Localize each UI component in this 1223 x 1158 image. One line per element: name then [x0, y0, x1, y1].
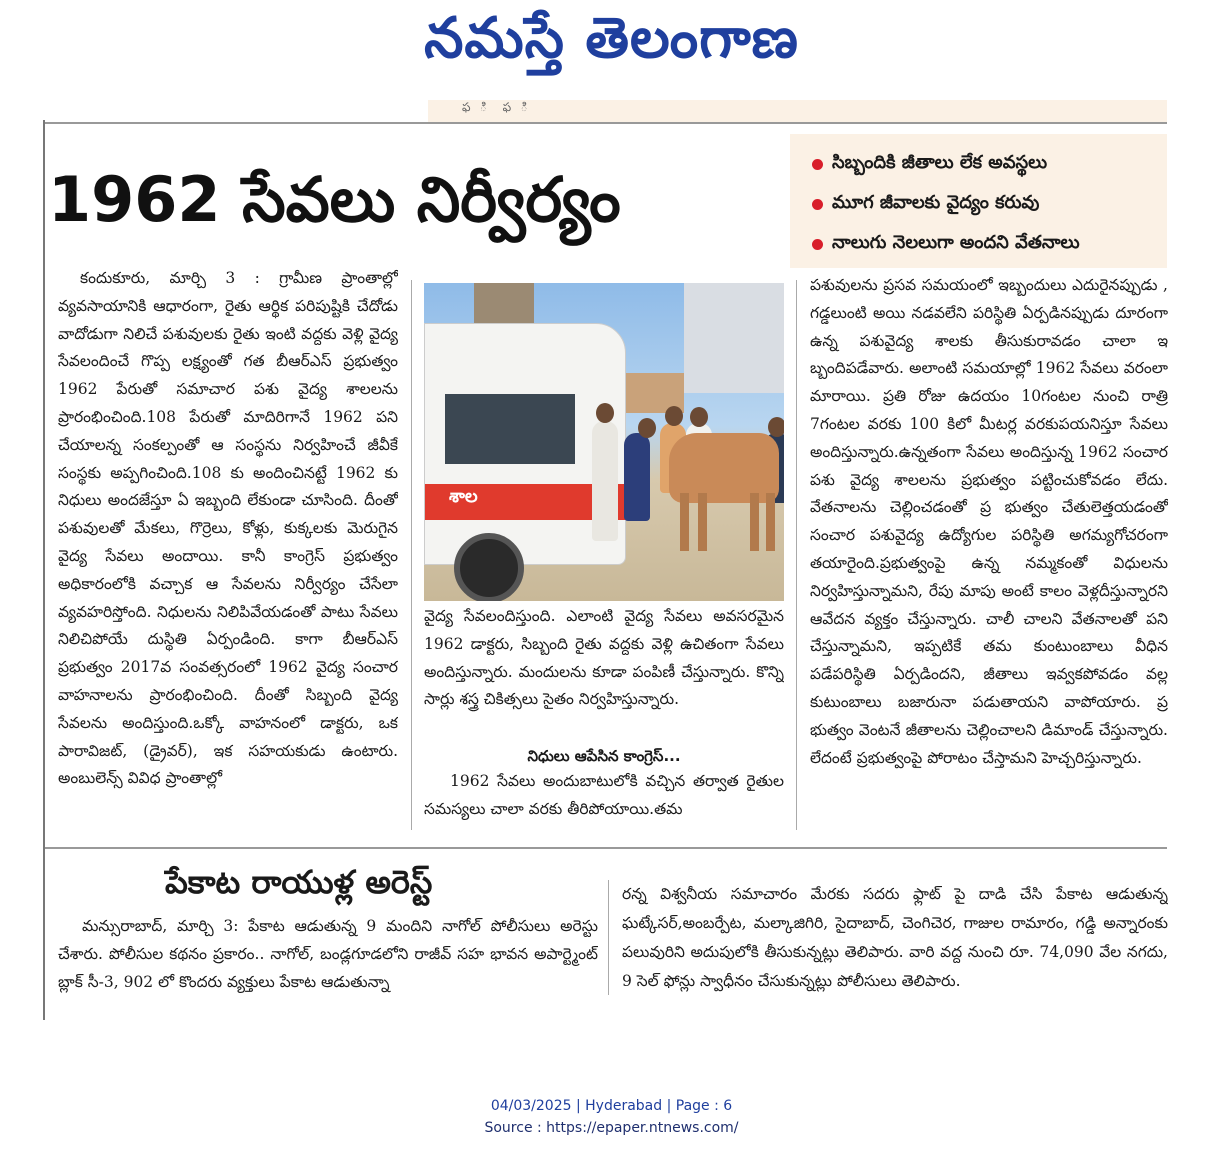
column-separator — [796, 280, 797, 830]
photo-building — [684, 283, 784, 393]
article-subheading: నిధులు ఆపేసిన కాంగ్రెస్... — [527, 747, 681, 765]
column-separator — [411, 280, 412, 830]
top-rule — [45, 122, 1167, 124]
cow-leg — [680, 493, 689, 551]
photo-person-head — [690, 407, 708, 427]
highlight-text: సిబ్బందికి జీతాలు లేక అవస్థలు — [832, 151, 1048, 173]
highlights-box — [790, 134, 1167, 268]
article-column-2-continued: 1962 సేవలు అందుబాటులోకి వచ్చిన తర్వాత రైతుల సమస్యలు చాలా వరకు తీరిపోయాయి.తమ — [424, 772, 784, 818]
photo-person-head — [768, 417, 784, 437]
photo-person — [624, 433, 650, 521]
previous-page-strip: ఫ ి ఫ ి — [428, 100, 1167, 122]
photo-person-head — [638, 418, 656, 438]
photo-person — [592, 421, 618, 541]
van-label: శాల — [449, 486, 478, 507]
cow-leg — [698, 493, 707, 551]
highlight-text: మూగ జీవాలకు వైద్యం కరువు — [832, 191, 1040, 213]
bullet-dot-icon — [812, 239, 823, 250]
cow-leg — [766, 493, 775, 551]
article-headline: 1962 సేవలు నిర్వీర్యం — [48, 163, 621, 236]
highlight-item — [812, 224, 1151, 264]
cow-leg — [750, 493, 759, 551]
left-column-rule — [43, 120, 45, 1020]
bullet-dot-icon — [812, 199, 823, 210]
column-separator — [608, 880, 609, 995]
highlight-item — [812, 144, 1151, 184]
photo-person-head — [665, 406, 683, 426]
bullet-dot-icon — [812, 159, 823, 170]
masthead-logo: నమస్తే తెలంగాణ — [424, 6, 799, 71]
article2-column-1: మన్సురాబాద్, మార్చి 3: పేకాట ఆడుతున్న 9 మందిని నాగోల్ పోలీసులు అరెస్టు చేశారు. పోలీసుల కథనం ప్రకారం.. నాగోల్, బండ్లగూడలోని రాజీవ్ సహ భావన అపార్ట్మెంట్ బ్లాక్ సీ-3, 902 లో కొందరు వ్యక్తులు పేకాట ఆడుతున్నా — [58, 917, 598, 991]
page-footer — [0, 1095, 1223, 1139]
van-wheel-icon — [454, 533, 524, 601]
article-photo — [424, 283, 784, 601]
article-column-3: పశువులను ప్రసవ సమయంలో ఇబ్బందులు ఎదురైనప్పుడు , గడ్డలుంటి అయి నడవలేని పరిస్థితి ఏర్పడినప్పుడు దూరంగా ఉన్న పశువైద్య శాలకు తీసుకురావడం చాలా ఇ బ్బందిపడేవారు. అలాంటి సమయాల్లో 1962 సేవలు వరంలా మారాయి. ప్రతి రోజు ఉదయం 10గంటల నుంచి రాత్రి 7గంటల వరకు 100 కిలో మీటర్ల వరకుపయనిస్తూ సేవలు అందిస్తున్నారు.ఉన్నతంగా సేవలు అందిస్తున్న 1962 సంచార పశు వైద్య శాలలను ప్రభుత్వం పట్టించుకోవడం లేదు. వేతనాలను చెల్లించడంతో ప్ర భుత్వం చేతులెత్తయడంతో సంచార పశువైద్య ఉద్యోగుల పరిస్థితి అగమ్యగోచరంగా తయారైంది.ప్రభుత్వంపై ఉన్న నమ్మకంతో విధులను నిర్వహిస్తున్నామని, రేపు మాపు అంటే కాలం వెళ్లదీస్తున్నారని ఆవేదన వ్యక్తం చేస్తున్నారు. చాలీ చాలని వేతనాలతో పని చేస్తున్నామని, ఇప్పటికే తమ కుంటుంబాలు వీధిన పడేపరిస్థితి ఏర్పడిందని, జీతాలు ఇవ్వకపోవడం వల్ల కుటుంబాలు బజారునా పడుతాయని వాపోయారు. ప్ర భుత్వం వెంటనే జీతాలను చెల్లించాలని డిమాండ్ చేస్తున్నారు. లేదంటే ప్రభుత్వంపై పోరాటం చేస్తామని హెచ్చరిస్తున్నారు. — [810, 276, 1168, 767]
article2-headline: పేకాట రాయుళ్ల అరెస్ట్ — [165, 863, 433, 901]
article-column-1: కందుకూరు, మార్చి 3 : గ్రామీణ ప్రాంతాల్లో వ్యవసాయానికి ఆధారంగా, రైతు ఆర్థిక పరిపుష్టికి చేదోడు వాదోడుగా నిలిచే పశువులకు రైతు ఇంటి వద్దకు వెళ్లి వైద్య సేవలందించే గొప్ప లక్ష్యంతో గత బీఆర్ఎస్ ప్రభుత్వం 1962 పేరుతో సమాచార పశు వైద్య శాలలను ప్రారంభించింది.108 పేరుతో మాదిరిగానే 1962 పని చేయాలన్న సంకల్పంతో ఆ సంస్థను నిర్వహించే జీవీకే సంస్థకు అప్పగించింది.108 కు అందించినట్టే 1962 కు నిధులు అందజేస్తూ ఏ ఇబ్బంది లేకుండా చూసింది. దీంతో పశువులతో మేకలు, గొర్రెలు, కోళ్లు, కుక్కలకు మెరుగైన వైద్య సేవలు అందాయి. కానీ కాంగ్రెస్ ప్రభుత్వం అధికారంలోకి వచ్చాక ఆ సేవలను నిర్వీర్యం చేసేలా వ్యవహరిస్తోంది. నిధులను నిలిపివేయడంతో పాటు సేవలు నిలిచిపోయే దుస్థితి ఏర్పండింది. కాగా బీఆర్ఎస్ ప్రభుత్వం 2017వ సంవత్సరంలో 1962 వైద్య సంచార వాహనాలను ప్రారంభించింది. దీంతో సిబ్బంది వైద్య సేవలను అందిస్తుంది.ఒక్కో వాహనంలో డాక్టరు, ఒక పారావిజట్, (డ్రైవర్), ఇక సహయకుడు ఉంటారు. అంబులెన్స్ వివిధ ప్రాంతాల్లో — [58, 269, 398, 788]
van-window — [445, 394, 575, 464]
highlight-item — [812, 184, 1151, 224]
highlight-text: నాలుగు నెలలుగా అందని వేతనాలు — [832, 231, 1080, 253]
article2-column-2: రన్న విశ్వనీయ సమాచారం మేరకు సదరు ఫ్లాట్ పై దాడి చేసి పేకాట ఆడుతున్న ఘట్కేసర్,అంబర్పేట, మల్కాజిగిరి, సైదాబాద్, చెంగిచెర, గాజుల రామారం, గడ్డి అన్నారంకు పలువురిని అదుపులోకి తీసుకున్నట్లు తెలిపారు. వారి వద్ద నుంచి రూ. 74,090 వేల నగదు, 9 సెల్ ఫోన్లు స్వాధీనం చేసుకున్నట్లు పోలీసులు తెలిపారు. — [622, 885, 1168, 990]
article-column-2: వైద్య సేవలందిస్తుంది. ఎలాంటి వైద్య సేవలు అవసరమైన 1962 డాక్టరు, సిబ్బంది రైతు వద్దకు వెళ్లి ఉచితంగా సేవలు అందిస్తున్నారు. మందులను కూడా పంపిణీ చేస్తున్నారు. కొన్ని సార్లు శస్త్ర చికిత్సలు సైతం నిర్వహిస్తున్నారు. — [424, 607, 784, 709]
section-divider — [45, 847, 1167, 849]
footer-source-link[interactable]: Source : https://epaper.ntnews.com/ — [484, 1120, 739, 1136]
footer-date-page: 04/03/2025 | Hyderabad | Page : 6 — [490, 1098, 733, 1114]
photo-person-head — [596, 403, 614, 423]
